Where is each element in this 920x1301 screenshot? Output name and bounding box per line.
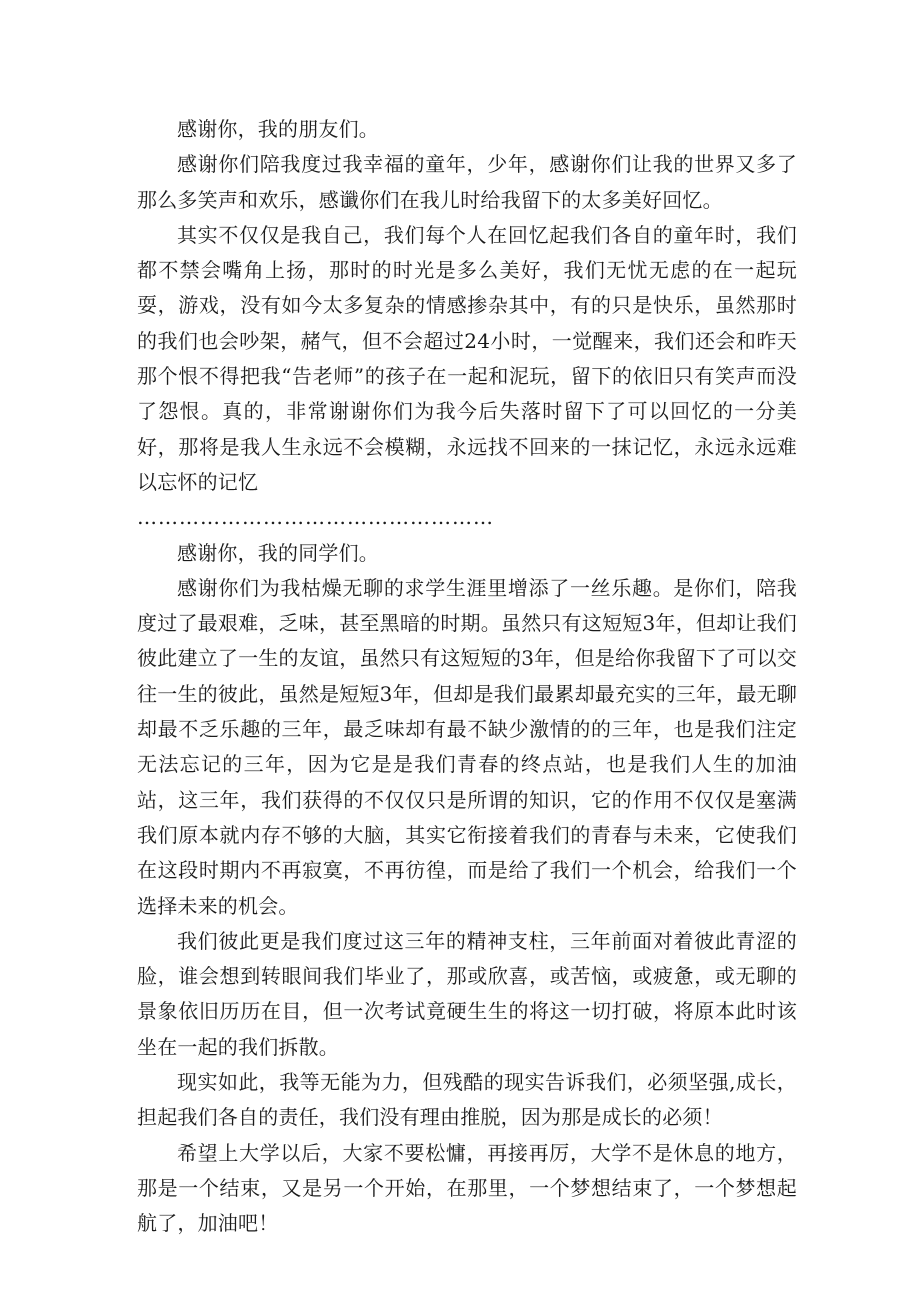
paragraph-childhood-thanks: 感谢你们陪我度过我幸福的童年，少年，感谢你们让我的世界又多了那么多笑声和欢乐，感谶你们在我儿时给我留下的太多美好回忆。 <box>137 152 797 212</box>
paragraph-thanks-classmates: 感谢你，我的同学们。 <box>177 540 379 565</box>
paragraph-thanks-friends: 感谢你，我的朋友们。 <box>177 117 379 141</box>
paragraph-three-years: 感谢你们为我枯燥无聊的求学生涯里增添了一丝乐趣。是你们，陪我度过了最艰难，乏味，甚至黑暗的时期。虽然只有这短短3年，但却让我们彼此建立了一生的友谊，虽然只有这短短的3年，但是给你我留下了可以交往一生的彼此，虽然是短短3年，但却是我们最累却最充实的三年，最无聊却最不乏乐趣的三年，最乏味却有最不缺少激情的的三年，也是我们注定无法忘记的三年，因为它是是我们青春的终点站，也是我们人生的加油站，这三年，我们获得的不仅仅只是所谓的知识，它的作用不仅仅是塞满我们原本就内存不够的大脑，其实它衔接着我们的青春与未来，它使我们在这段时期内不再寂寞，不再彷徨，而是给了我们一个机会，给我们一个选择未来的机会。 <box>137 575 797 918</box>
document-body <box>137 112 797 1242</box>
paragraph-childhood-memories: 其实不仅仅是我自己，我们每个人在回忆起我们各自的童年时，我们都不禁会嘴角上扬，那时的时光是多么美好，我们无忧无虑的在一起玩耍，游戏，没有如今太多复杂的情感掺杂其中，有的只是快乐，虽然那时的我们也会吵架，赭气，但不会超过24小时，一觉醒来，我们还会和昨天那个恨不得把我“告老师”的孩子在一起和泥玩，留下的依旧只有笑声而没了怨恨。真的，非常谢谢你们为我今后失落时留下了可以回忆的一分美好，那将是我人生永远不会模糊，永远找不回来的一抹记忆，永远永远难以忘怀的记忆 <box>137 222 797 494</box>
ellipsis-line: …………………………………………… <box>137 505 494 530</box>
paragraph-university-hope: 希望上大学以后，大家不要松慵，再接再厉，大学不是休息的地方，那是一个结束，又是另一个开始，在那里，一个梦想结束了，一个梦想起航了，加油吧！ <box>137 1140 797 1236</box>
paragraph-spiritual-pillar: 我们彼此更是我们度过这三年的精神支柱，三年前面对着彼此青涩的脸，谁会想到转眼间我们毕业了，那或欣喜，或苦恼，或疲惫，或无聊的景象依旧历历在目，但一次考试竟硬生生的将这一切打破，将原本此时该坐在一起的我们拆散。 <box>137 928 797 1059</box>
paragraph-reality: 现实如此，我等无能为力，但残酷的现实告诉我们，必须坚强,成长，担起我们各自的责任，我们没有理由推脱，因为那是成长的必须！ <box>137 1070 797 1130</box>
